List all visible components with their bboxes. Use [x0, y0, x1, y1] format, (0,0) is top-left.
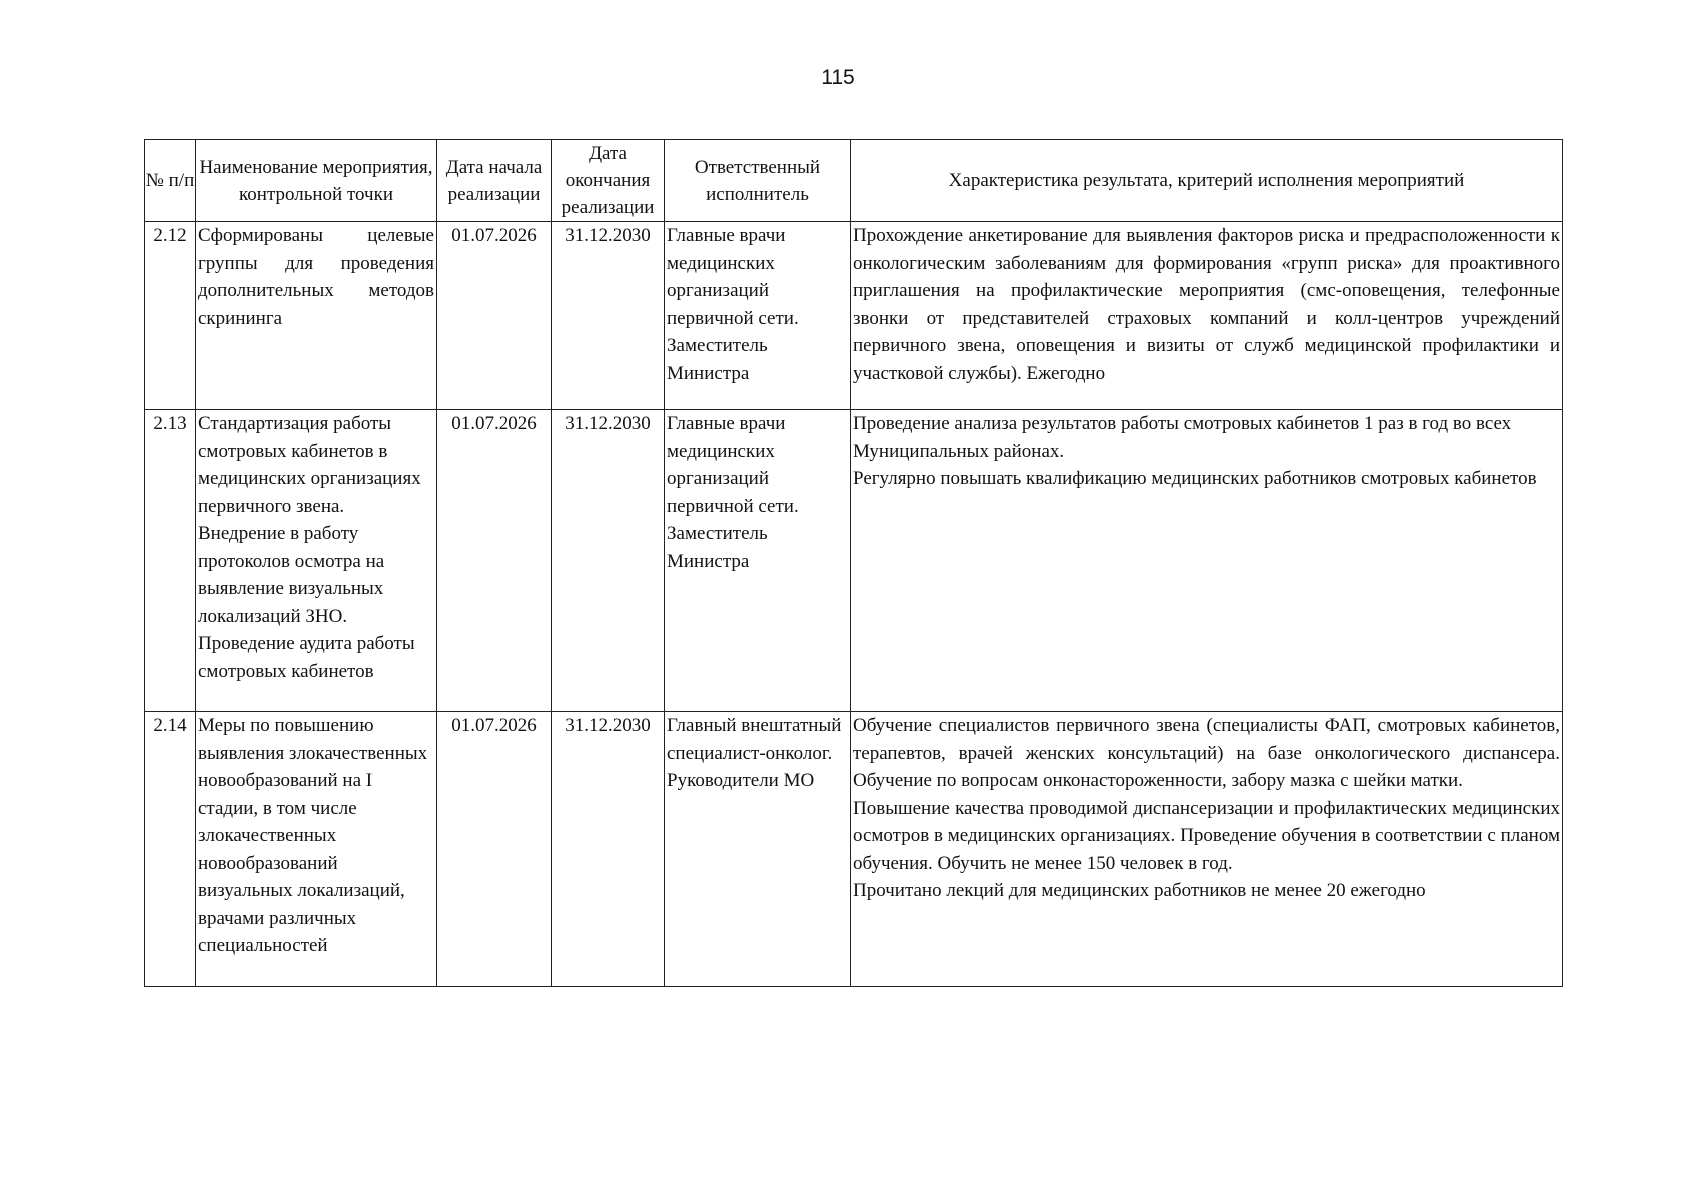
responsible-executor: Главные врачи медицинских организаций первичной сети. Заместитель Министра: [665, 410, 851, 712]
activity-name: Сформированы целевые группы для проведения дополнительных методов скрининга: [196, 222, 437, 410]
header-name: Наименование мероприятия, контрольной точки: [196, 140, 437, 222]
header-num: № п/п: [145, 140, 196, 222]
start-date: 01.07.2026: [437, 712, 552, 987]
result-paragraph: Обучение специалистов первичного звена (специалисты ФАП, смотровых кабинетов, терапевтов, врачей женских консультаций) на базе онкологического диспансера. Обучение по вопросам онконастороженности, забору мазка с шейки матки.: [853, 715, 1560, 791]
end-date: 31.12.2030: [552, 222, 665, 410]
header-start-date: Дата начала реализации: [437, 140, 552, 222]
activities-table: [144, 139, 1563, 987]
activity-name: Стандартизация работы смотровых кабинетов в медицинских организациях первичного звена. Внедрение в работу протоколов осмотра на выявление визуальных локализаций ЗНО. Проведение аудита работы смотровых кабинетов: [196, 410, 437, 712]
table-row: [145, 712, 1563, 987]
result-paragraph: Регулярно повышать квалификацию медицинских работников смотровых кабинетов: [853, 468, 1537, 489]
header-end-date: Дата окончания реализации: [552, 140, 665, 222]
result-characteristic: [851, 410, 1563, 712]
row-number: 2.12: [145, 222, 196, 410]
responsible-executor: Главные врачи медицинских организаций первичной сети. Заместитель Министра: [665, 222, 851, 410]
start-date: 01.07.2026: [437, 410, 552, 712]
end-date: 31.12.2030: [552, 410, 665, 712]
table-row: [145, 222, 1563, 410]
row-number: 2.14: [145, 712, 196, 987]
table-row: [145, 410, 1563, 712]
page-number: 115: [821, 66, 855, 89]
header-executor: Ответственный исполнитель: [665, 140, 851, 222]
header-result: Характеристика результата, критерий исполнения мероприятий: [851, 140, 1563, 222]
result-paragraph: Прохождение анкетирование для выявления факторов риска и предрасположенности к онкологическим заболеваниям для формирования «групп риска» для проактивного приглашения на профилактические мероприятия (смс-оповещения, телефонные звонки от представителей страховых компаний и колл-центров учреждений первичного звена, оповещения и визиты от служб медицинской профилактики и участковой службы). Ежегодно: [853, 225, 1560, 384]
result-characteristic: [851, 712, 1563, 987]
result-paragraph: Повышение качества проводимой диспансеризации и профилактических медицинских осмотров в медицинских организациях. Проведение обучения в соответствии с планом обучения. Обучить не менее 150 человек в год.: [853, 797, 1560, 874]
row-number: 2.13: [145, 410, 196, 712]
result-paragraph: Прочитано лекций для медицинских работников не менее 20 ежегодно: [853, 880, 1426, 901]
activity-name: Меры по повышению выявления злокачественных новообразований на I стадии, в том числе злокачественных новообразований визуальных локализаций, врачами различных специальностей: [196, 712, 437, 987]
start-date: 01.07.2026: [437, 222, 552, 410]
end-date: 31.12.2030: [552, 712, 665, 987]
result-paragraph: Проведение анализа результатов работы смотровых кабинетов 1 раз в год во всех Муниципальных районах.: [853, 413, 1512, 462]
result-characteristic: [851, 222, 1563, 410]
responsible-executor: Главный внештатный специалист-онколог. Руководители МО: [665, 712, 851, 987]
table-header-row: [145, 140, 1563, 222]
